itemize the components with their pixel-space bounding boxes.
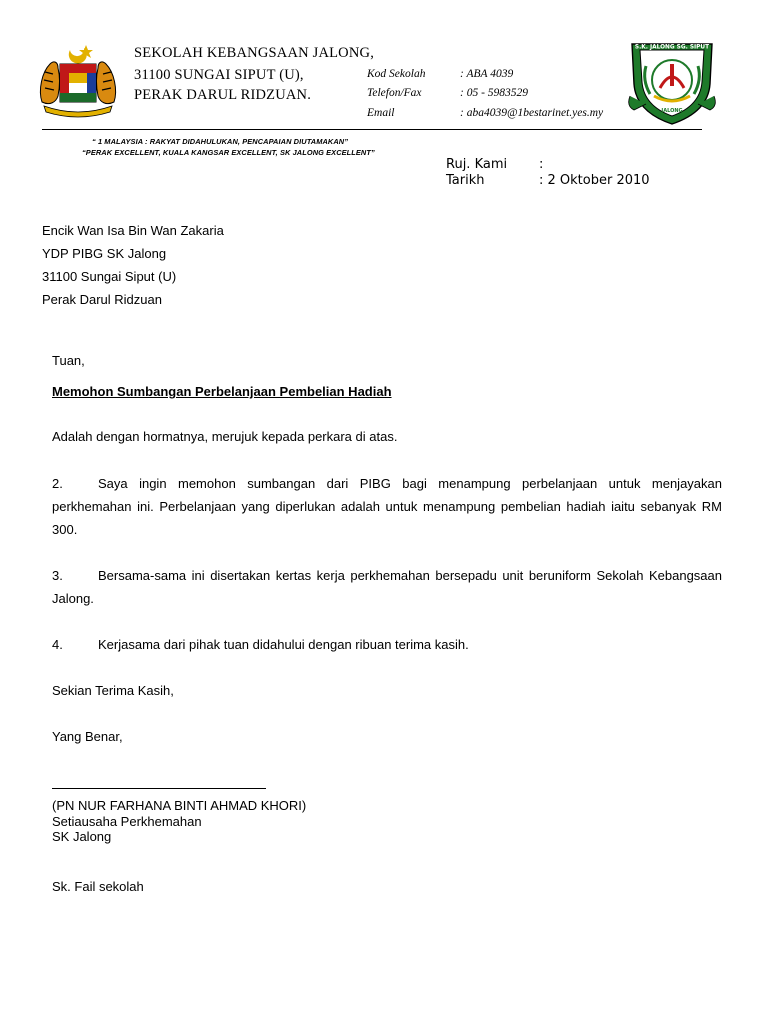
recipient-line: Encik Wan Isa Bin Wan Zakaria [42, 223, 224, 238]
header-divider [42, 129, 702, 130]
school-name: SEKOLAH KEBANGSAAN JALONG, [134, 45, 375, 61]
recipient-line: Perak Darul Ridzuan [42, 292, 162, 307]
email-value: : aba4039@1bestarinet.yes.my [460, 107, 604, 119]
kod-sekolah-value: : ABA 4039 [460, 68, 514, 80]
email-label: Email [367, 107, 395, 119]
ruj-kami-label: Ruj. Kami [446, 157, 508, 172]
motto-line2: “PERAK EXCELLENT, KUALA KANGSAR EXCELLENT, SK JALONG EXCELLENT” [82, 148, 375, 157]
intro-paragraph: Adalah dengan hormatnya, merujuk kepada perkara di atas. [52, 429, 398, 444]
cc-line: Sk. Fail sekolah [52, 879, 144, 894]
recipient-line: 31100 Sungai Siput (U) [42, 269, 177, 284]
ruj-kami-value: : [539, 157, 544, 172]
paragraph-text: Bersama-sama ini disertakan kertas kerja perkhemahan bersepadu unit beruniform Sekolah Kebangsaan Jalong. [52, 568, 722, 606]
tarikh-label: Tarikh [446, 173, 485, 188]
school-crest-icon [624, 36, 720, 128]
motto-line1: “ 1 MALAYSIA : RAKYAT DIDAHULUKAN, PENCAPAIAN DIUTAMAKAN” [92, 137, 349, 146]
paragraph-number: 2. [52, 476, 63, 491]
closing-greeting: Sekian Terima Kasih, [52, 683, 174, 698]
paragraph-2 [52, 472, 722, 541]
telefon-fax-label: Telefon/Fax [367, 87, 422, 99]
school-address-line1: 31100 SUNGAI SIPUT (U), [134, 67, 304, 83]
telefon-fax-value: : 05 - 5983529 [460, 87, 529, 99]
paragraph-text: Saya ingin memohon sumbangan dari PIBG bagi menampung perbelanjaan untuk menjayakan perkhemahan ini. Perbelanjaan yang diperlukan adalah untuk menampung pembelian hadiah iaitu sebanyak RM 300. [52, 476, 722, 537]
signatory-name: (PN NUR FARHANA BINTI AHMAD KHORI) [52, 798, 307, 813]
tarikh-value: : 2 Oktober 2010 [539, 173, 650, 188]
subject-line: Memohon Sumbangan Perbelanjaan Pembelian Hadiah [52, 384, 392, 399]
closing-yang-benar: Yang Benar, [52, 729, 123, 744]
paragraph-number: 3. [52, 568, 63, 583]
signatory-org: SK Jalong [52, 829, 112, 844]
paragraph-text: Kerjasama dari pihak tuan didahului dengan ribuan terima kasih. [98, 637, 469, 652]
paragraph-4 [52, 633, 722, 656]
signatory-title: Setiausaha Perkhemahan [52, 814, 202, 829]
malaysia-coat-of-arms-icon [36, 42, 120, 118]
crest-text-bottom: JALONG [661, 108, 683, 114]
signature-line [52, 788, 266, 789]
crest-text-top: S.K. JALONG SG. SIPUT [634, 44, 710, 51]
school-address-line2: PERAK DARUL RIDZUAN. [134, 87, 312, 103]
paragraph-number: 4. [52, 637, 63, 652]
kod-sekolah-label: Kod Sekolah [367, 68, 426, 80]
salutation: Tuan, [52, 353, 85, 368]
recipient-line: YDP PIBG SK Jalong [42, 246, 167, 261]
paragraph-3 [52, 564, 722, 610]
